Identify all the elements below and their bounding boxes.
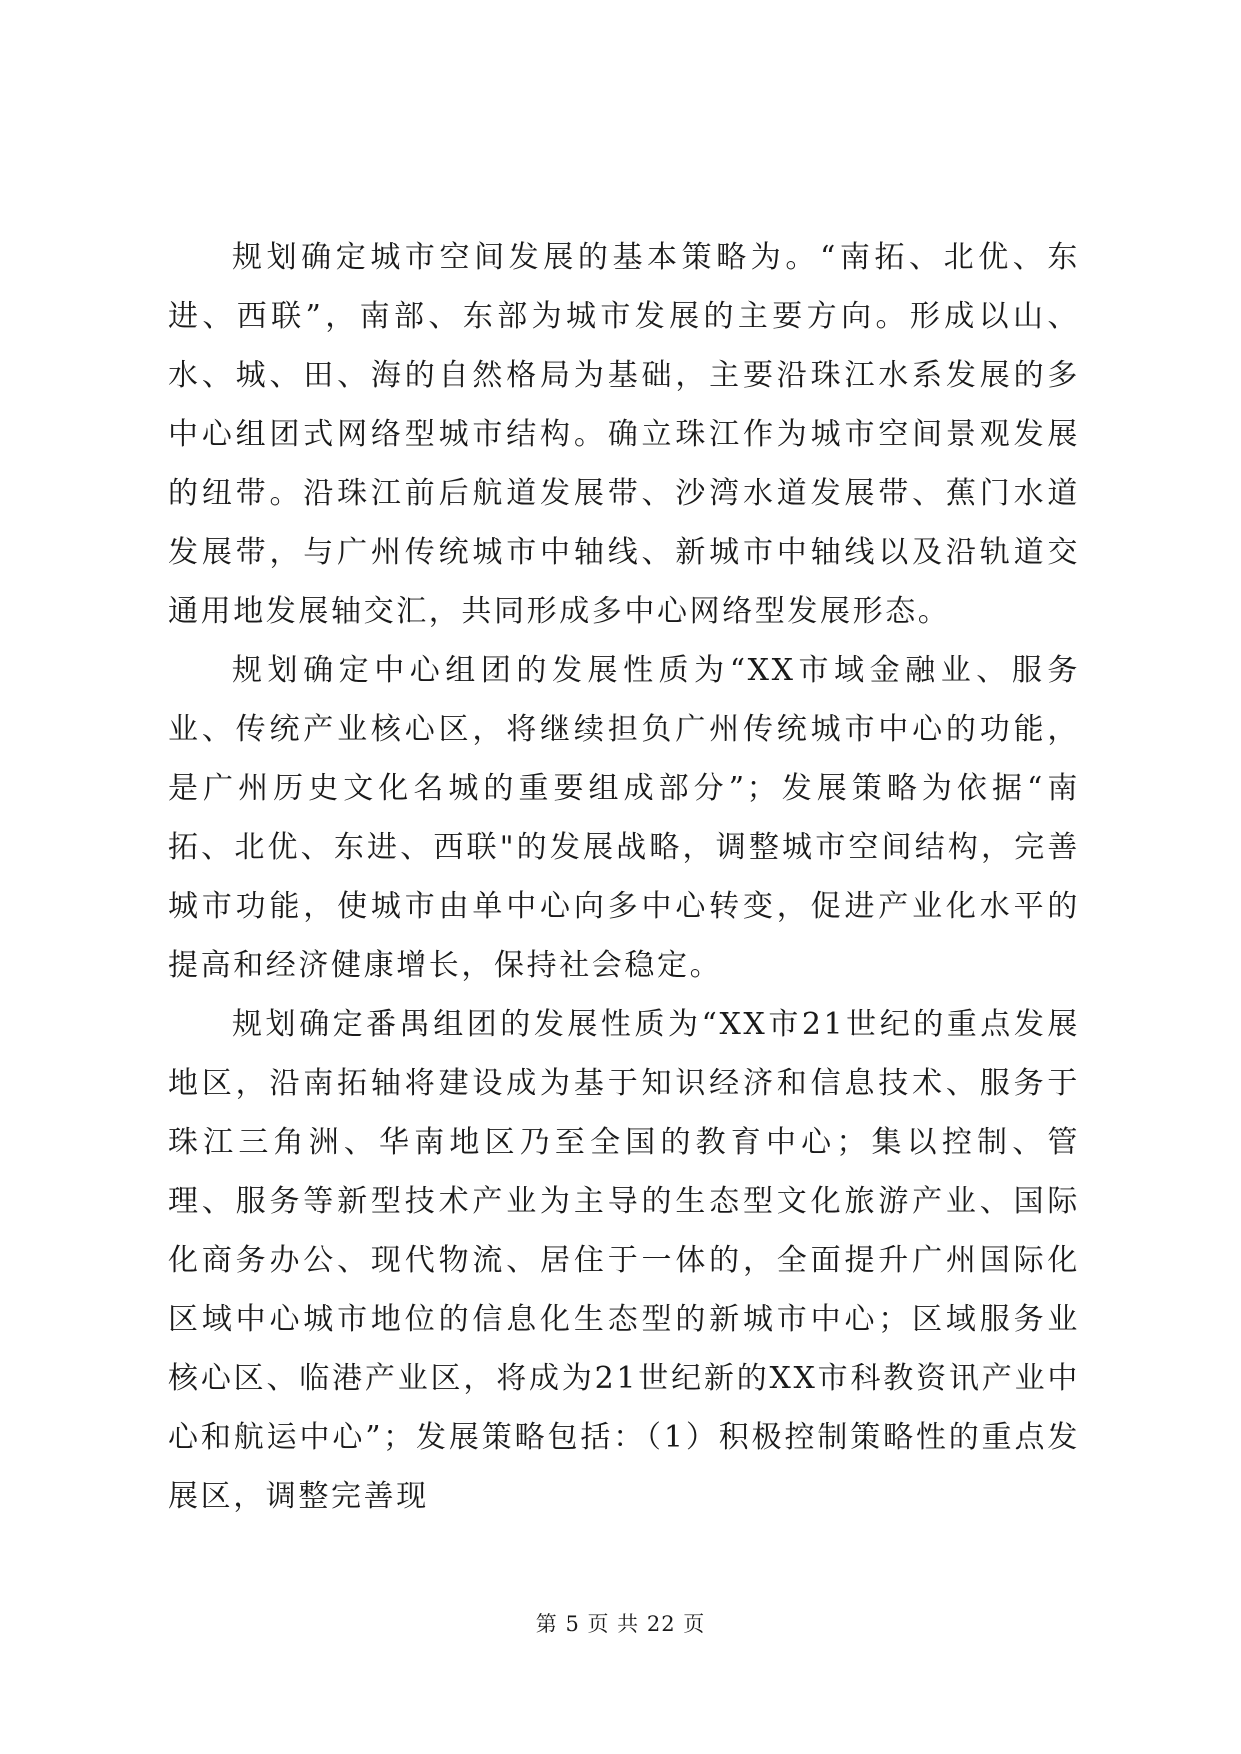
page-number-footer: 第 5 页 共 22 页: [535, 1612, 706, 1636]
document-body: [168, 228, 1080, 1526]
paragraph-1: 规划确定城市空间发展的基本策略为。“南拓、北优、东进、西联”，南部、东部为城市发展的主要方向。形成以山、水、城、田、海的自然格局为基础，主要沿珠江水系发展的多中心组团式网络型城市结构。确立珠江作为城市空间景观发展的纽带。沿珠江前后航道发展带、沙湾水道发展带、蕉门水道发展带，与广州传统城市中轴线、新城市中轴线以及沿轨道交通用地发展轴交汇，共同形成多中心网络型发展形态。: [168, 240, 1080, 629]
paragraph-3: 规划确定番禺组团的发展性质为“XX市21世纪的重点发展地区，沿南拓轴将建设成为基于知识经济和信息技术、服务于珠江三角洲、华南地区乃至全国的教育中心；集以控制、管理、服务等新型技术产业为主导的生态型文化旅游产业、国际化商务办公、现代物流、居住于一体的，全面提升广州国际化区域中心城市地位的信息化生态型的新城市中心；区域服务业核心区、临港产业区，将成为21世纪新的XX市科教资讯产业中心和航运中心”；发展策略包括：（1）积极控制策略性的重点发展区，调整完善现: [168, 1007, 1080, 1514]
paragraph-2: 规划确定中心组团的发展性质为“XX市域金融业、服务业、传统产业核心区，将继续担负广州传统城市中心的功能，是广州历史文化名城的重要组成部分”；发展策略为依据“南拓、北优、东进、西联"的发展战略，调整城市空间结构，完善城市功能，使城市由单中心向多中心转变，促进产业化水平的提高和经济健康增长，保持社会稳定。: [168, 653, 1080, 983]
